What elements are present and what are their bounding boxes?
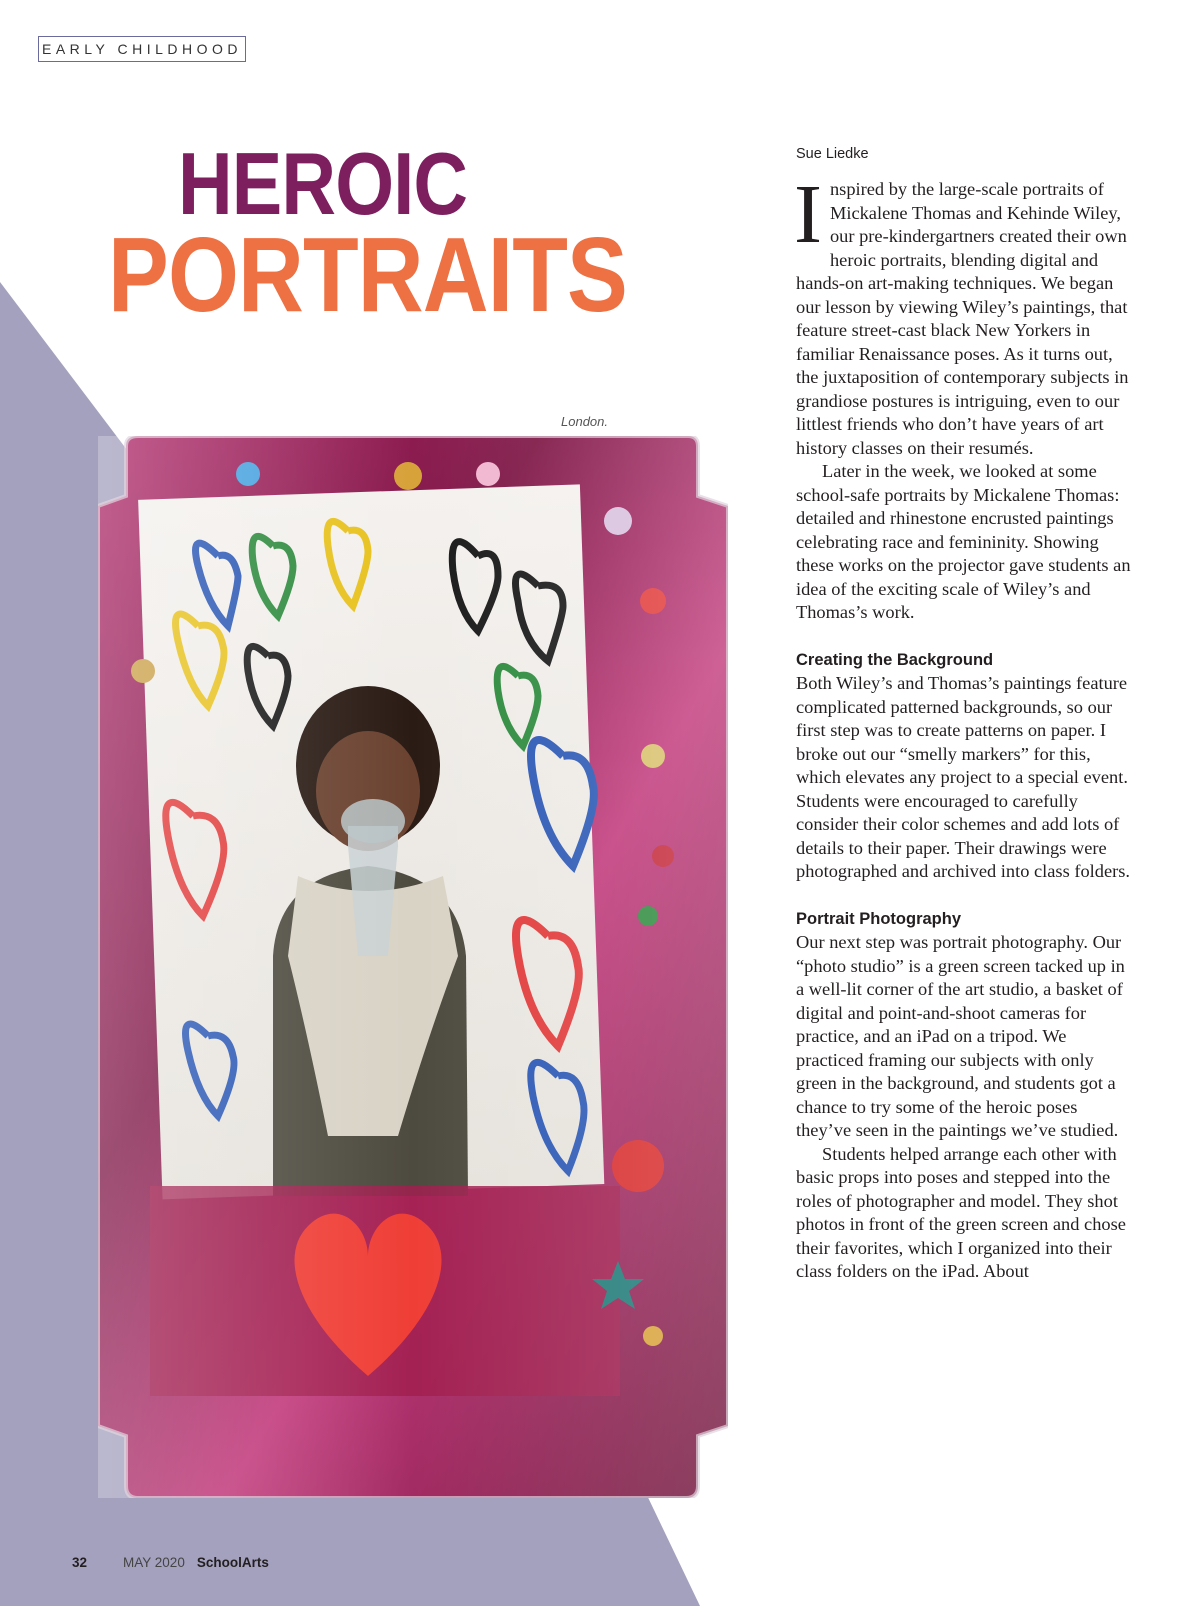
student-portrait-artwork	[98, 436, 728, 1498]
page-footer	[72, 1555, 269, 1570]
body-paragraph: Later in the week, we looked at some school-safe portraits by Mickalene Thomas: detailed and rhinestone encrusted paintings celebrating race and femininity. Showing these works on the projector gave students an idea of the exciting scale of Wiley’s and Thomas’s work.	[796, 461, 1131, 622]
issue-date: MAY 2020	[123, 1555, 185, 1570]
section-tag: EARLY CHILDHOOD	[38, 36, 246, 62]
body-paragraph: Both Wiley’s and Thomas’s paintings feature complicated patterned backgrounds, so our first step was to create patterns on paper. I broke out our “smelly markers” for this, which elevates any project to a special event. Students were encouraged to carefully consider their color schemes and add lots of details to their paper. Their drawings were photographed and archived into class folders.	[796, 673, 1130, 881]
article-body	[794, 168, 1132, 1284]
headline-line-2: PORTRAITS	[108, 216, 627, 334]
magazine-name: SchoolArts	[196, 1555, 269, 1570]
body-paragraph: Our next step was portrait photography. Our “photo studio” is a green screen tacked up in a well-lit corner of the art studio, a basket of digital and point-and-shoot cameras for practice, and an iPad on a tripod. We practiced framing our subjects with only green in the background, and students got a chance to try some of the heroic poses they’ve seen in the paintings we’ve studied.	[796, 932, 1125, 1140]
page-number: 32	[72, 1555, 88, 1570]
headline-line-1: HEROIC	[178, 134, 468, 233]
plastic-gloss-overlay	[98, 436, 728, 1498]
intro-text: nspired by the large-scale portraits of Mickalene Thomas and Kehinde Wiley, our pre-kindergartners created their own heroic portraits, blending digital and hands-on art-making techniques. We began our lesson by viewing Wiley’s paintings, that feature street-cast black New Yorkers in familiar Renaissance poses. As it turns out, the juxtaposition of contemporary subjects in grandiose postures is intriguing, even to our littlest friends who don’t have years of art history classes on their resumés.	[796, 179, 1129, 458]
author-byline: Sue Liedke	[796, 146, 869, 162]
drop-cap: I	[794, 168, 822, 261]
intro-paragraph	[794, 168, 1132, 460]
body-paragraph: Students helped arrange each other with basic props into poses and stepped into the roles of photographer and model. They shot photos in front of the green screen and chose their favorites, which I organized into their class folders on the iPad. About	[796, 1143, 1126, 1281]
section-heading: Creating the Background	[796, 650, 994, 669]
section-heading: Portrait Photography	[796, 909, 962, 928]
photo-caption: London.	[561, 414, 608, 429]
